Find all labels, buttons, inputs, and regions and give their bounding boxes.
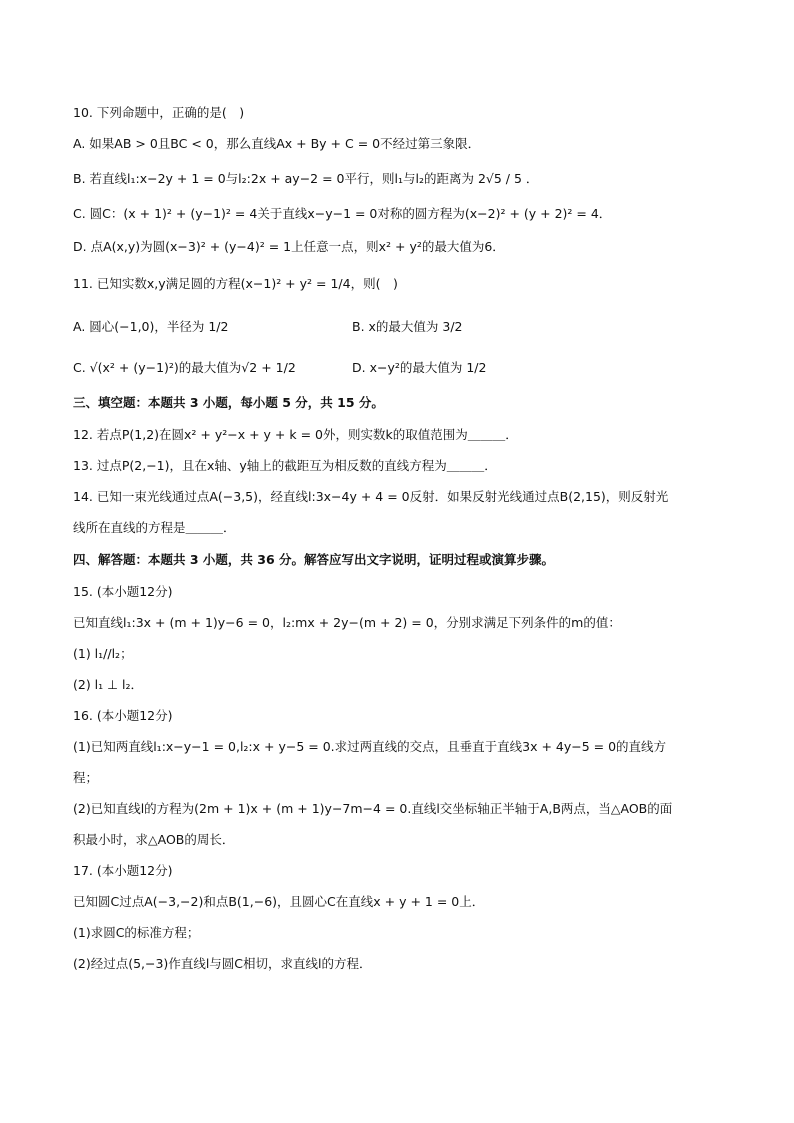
question-11-option-b: B. x的最大值为 3/2 [352,319,463,334]
question-10-option-b: B. 若直线l₁:x−2y + 1 = 0与l₂:2x + ay−2 = 0平行，则l₁与l₂的距离为 2√5 / 5 ． [73,171,539,186]
question-14-line-2: 线所在直线的方程是＿＿＿． [73,520,236,535]
question-13: 13. 过点P(2,−1)，且在x轴、y轴上的截距互为相反数的直线方程为＿＿＿． [73,458,497,473]
question-15-part-2: (2) l₁ ⊥ l₂． [73,677,143,692]
question-14-line-1: 14. 已知一束光线通过点A(−3,5)，经直线l:3x−4y + 4 = 0反射．如果反射光线通过点B(2,15)，则反射光 [73,489,669,504]
question-15-stem: 已知直线l₁:3x + (m + 1)y−6 = 0，l₂:mx + 2y−(m + 2) = 0，分别求满足下列条件的m的值： [73,615,621,630]
question-11-option-a: A. 圆心(−1,0)，半径为 1/2 [73,319,229,334]
question-11-stem: 11. 已知实数x,y满足圆的方程(x−1)² + y² = 1/4，则( ) [73,276,398,291]
question-16-part-2-line-1: (2)已知直线l的方程为(2m + 1)x + (m + 1)y−7m−4 = 0.直线l交坐标轴正半轴于A,B两点，当△AOB的面 [73,801,673,816]
question-12: 12. 若点P(1,2)在圆x² + y²−x + y + k = 0外，则实数k的取值范围为＿＿＿． [73,427,518,442]
question-17-part-1: (1)求圆C的标准方程； [73,925,200,940]
question-16-part-1-line-2: 程； [73,770,99,785]
section-fill-in-heading: 三、填空题：本题共 3 小题，每小题 5 分，共 15 分。 [73,395,384,410]
question-17-title: 17. (本小题12分) [73,863,173,878]
question-10-stem: 10. 下列命题中，正确的是( ) [73,105,245,120]
question-15-part-1: (1) l₁//l₂； [73,646,133,661]
question-11-option-c: C. √(x² + (y−1)²)的最大值为√2 + 1/2 [73,360,296,375]
question-11-option-d: D. x−y²的最大值为 1/2 [352,360,487,375]
question-17-part-2: (2)经过点(5,−3)作直线l与圆C相切，求直线l的方程． [73,956,372,971]
question-15-title: 15. (本小题12分) [73,584,173,599]
question-17-stem: 已知圆C过点A(−3,−2)和点B(1,−6)，且圆心C在直线x + y + 1 = 0上． [73,894,485,909]
question-16-part-1-line-1: (1)已知两直线l₁:x−y−1 = 0,l₂:x + y−5 = 0.求过两直线的交点，且垂直于直线3x + 4y−5 = 0的直线方 [73,739,667,754]
question-16-title: 16. (本小题12分) [73,708,173,723]
question-16-part-2-line-2: 积最小时，求△AOB的周长． [73,832,235,847]
question-10-option-d: D. 点A(x,y)为圆(x−3)² + (y−4)² = 1上任意一点，则x² + y²的最大值为6． [73,239,505,254]
section-answer-heading: 四、解答题：本题共 3 小题，共 36 分。解答应写出文字说明，证明过程或演算步骤。 [73,552,555,567]
question-10-option-c: C. 圆C：(x + 1)² + (y−1)² = 4关于直线x−y−1 = 0对称的圆方程为(x−2)² + (y + 2)² = 4． [73,206,612,221]
question-10-option-a: A. 如果AB > 0且BC < 0，那么直线Ax + By + C = 0不经过第三象限． [73,136,481,151]
